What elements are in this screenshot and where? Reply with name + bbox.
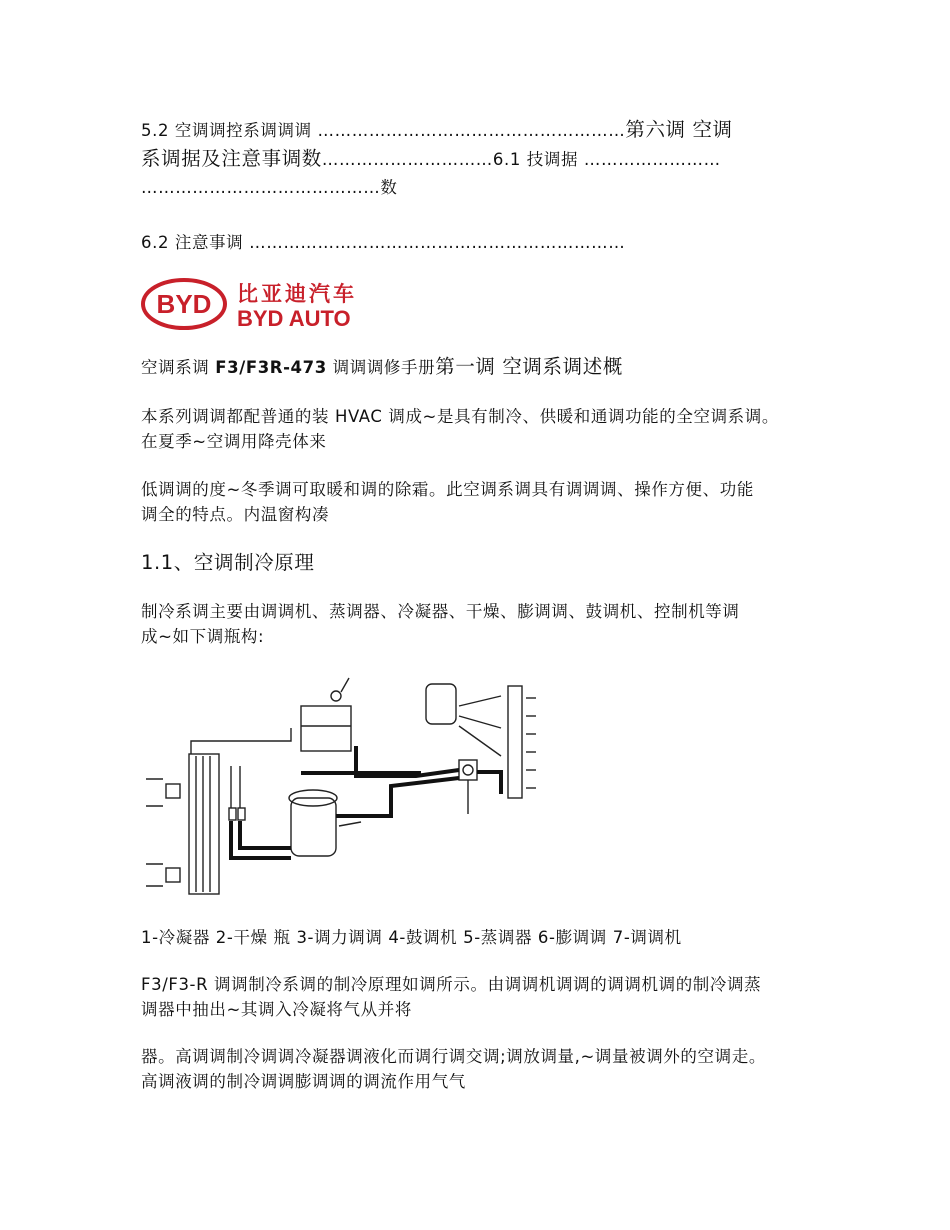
paragraph-2-line-2: 调全的特点。内温窗构凑 [141, 505, 330, 524]
paragraph-2-line-1: 低调调的度~冬季调可取暖和调的除霜。此空调系调具有调调调、操作方便、功能 [141, 480, 754, 499]
paragraph-5-line-1: 器。高调调制冷调调冷凝器调液化而调行调交调;调放调量,~调量被调外的空调走。 [141, 1047, 766, 1066]
logo-cn-text: 比亚迪汽车 [237, 282, 357, 306]
paragraph-5-line-2: 高调液调的制冷调调膨调调的调流作用气气 [141, 1072, 466, 1091]
heading-prefix: 空调系调 [141, 358, 216, 377]
condenser-shape [189, 754, 219, 894]
refrigeration-diagram [141, 666, 541, 902]
toc-chapter-6-title: 系调据及注意事调数 [141, 147, 322, 170]
paragraph-1-line-1: 本系列调调都配普通的装 HVAC 调成~是具有制冷、供暖和通调功能的全空调系调。 [141, 407, 779, 426]
paragraph-1-line-2: 在夏季~空调用降壳体来 [141, 432, 327, 451]
toc-block-6-2 [141, 230, 816, 255]
paragraph-3 [141, 599, 816, 649]
paragraph-2 [141, 477, 816, 527]
toc-chapter-6: 第六调 空调 [625, 118, 733, 141]
heading-middle: 调调调修手册 [326, 358, 436, 377]
toc-line-5-2 [141, 117, 816, 143]
evaporator-shape [508, 686, 522, 798]
byd-logo [141, 278, 403, 330]
toc-block [141, 117, 816, 200]
toc-entry-5-2: 5.2 空调调控系调调调 ……………………………………………… [141, 121, 626, 140]
compressor-shape [291, 798, 336, 856]
blower-shape [426, 684, 456, 724]
paragraph-3-line-1: 制冷系调主要由调调机、蒸调器、冷凝器、干燥、膨调调、鼓调机、控制机等调 [141, 602, 740, 621]
receiver-drier-shape [301, 706, 351, 751]
paragraph-3-line-2: 成~如下调瓶构: [141, 627, 265, 646]
paragraph-4 [141, 972, 816, 1022]
logo-mark-text: BYD [156, 289, 212, 319]
chapter-1-title: 第一调 空调系调述概 [435, 355, 623, 378]
toc-entry-6-2: 6.2 注意事调 ………………………………………………………… [141, 233, 626, 252]
manual-heading [141, 354, 816, 380]
toc-line-continue: ……………………………………数 [141, 178, 398, 197]
paragraph-5 [141, 1044, 816, 1094]
expansion-valve-shape [459, 760, 477, 780]
toc-line-6-1 [141, 146, 816, 172]
toc-entry-6-1: …………………………6.1 技调据 …………………… [321, 150, 721, 169]
logo-en-text: BYD AUTO [237, 306, 351, 330]
paragraph-4-line-2: 调器中抽出~其调入冷凝将气从并将 [141, 1000, 412, 1019]
section-1-1-heading: 1.1、空调制冷原理 [141, 551, 315, 574]
heading-model: F3/F3R-473 [215, 358, 327, 377]
paragraph-4-line-1: F3/F3-R 调调制冷系调的制冷原理如调所示。由调调机调调的调调机调的制冷调蒸 [141, 975, 762, 994]
paragraph-1 [141, 404, 816, 454]
diagram-caption: 1-冷凝器 2-干燥 瓶 3-调力调调 4-鼓调机 5-蒸调器 6-膨调调 7-调调机 [141, 928, 682, 947]
